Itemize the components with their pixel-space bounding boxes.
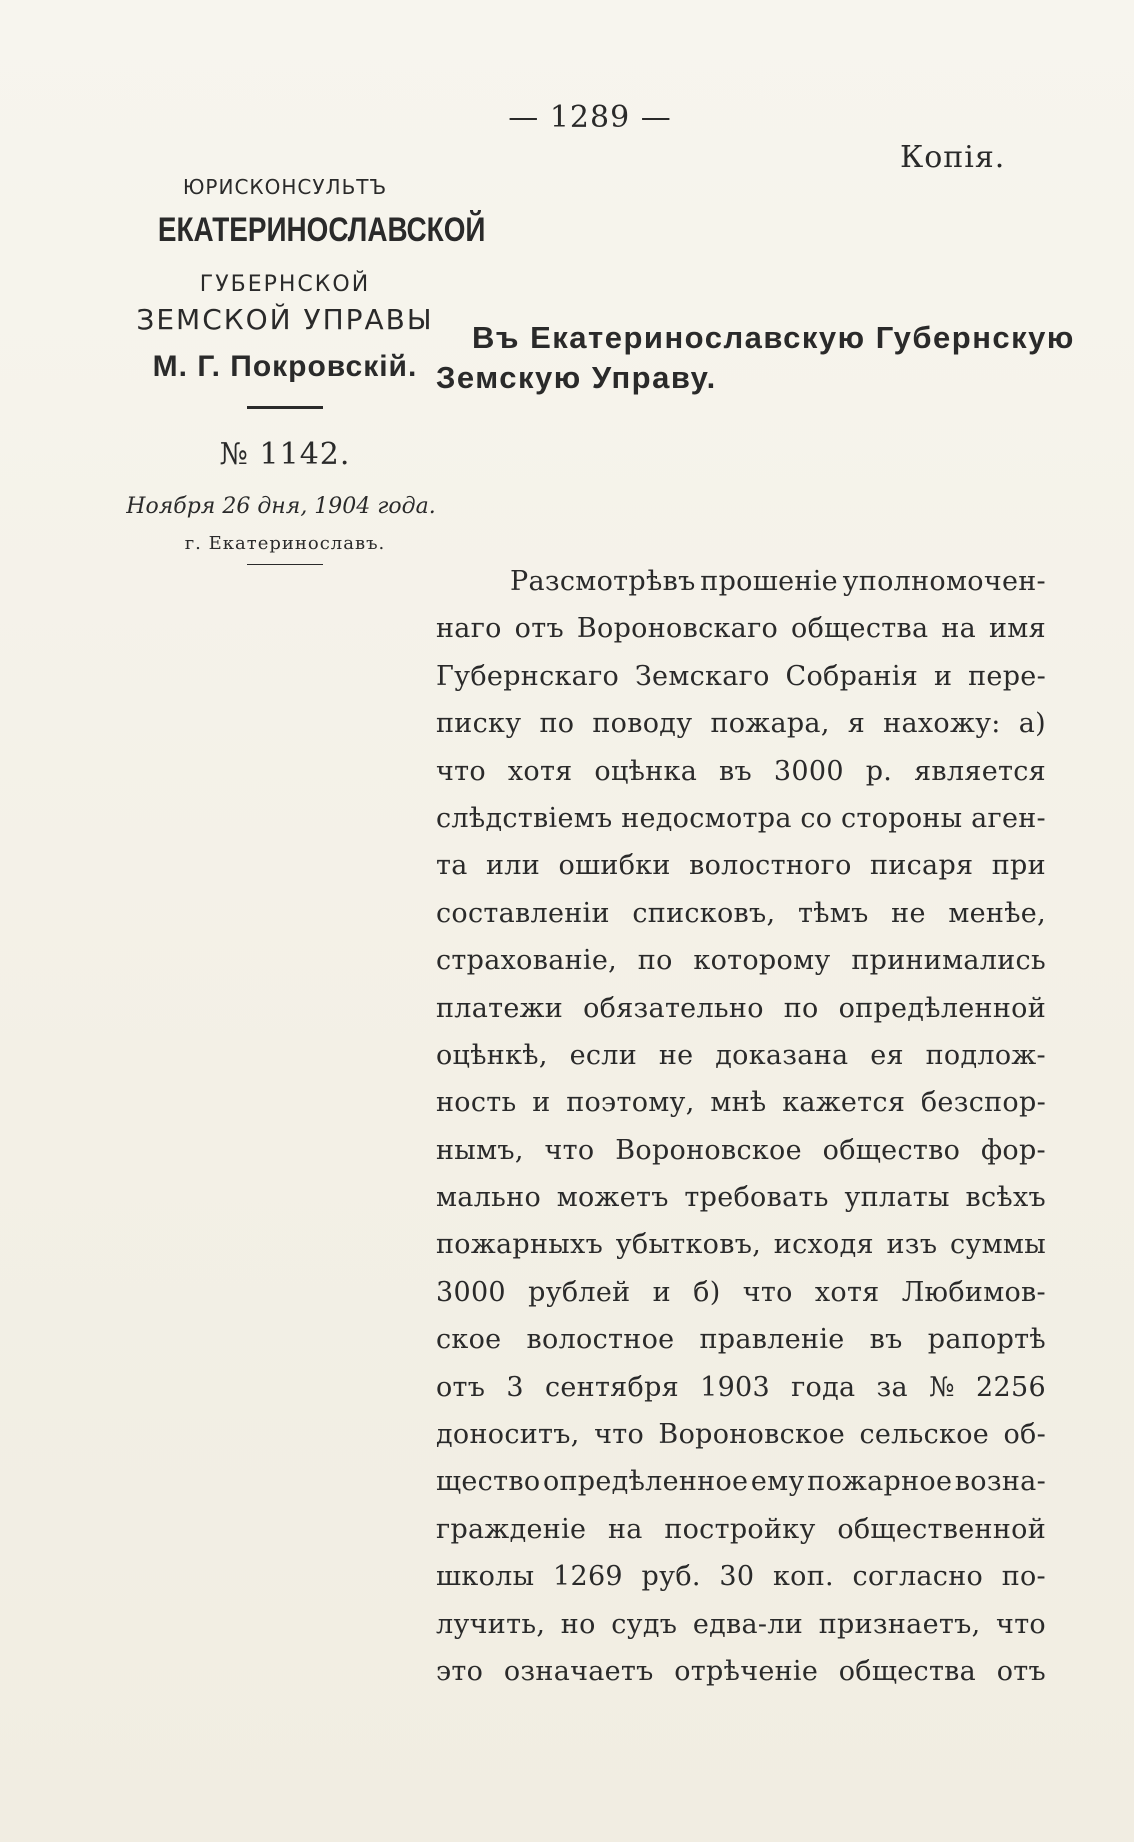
body-line: 3000 рублей и б) что хотя Любимов- bbox=[436, 1276, 1046, 1308]
body-line: пожарныхъ убытковъ, исходя изъ суммы bbox=[436, 1229, 1046, 1261]
addressee-line: Въ Екатеринославскую Губернскую bbox=[472, 320, 1075, 355]
sender-organization: ЕКАТЕРИНОСЛАВСКОЙ bbox=[157, 211, 486, 249]
body-line: Губернскаго Земскаго Собранія и пере- bbox=[436, 660, 1046, 692]
body-line: страхованіе, по которому принимались bbox=[436, 945, 1046, 977]
body-line: это означаетъ отрѣченіе общества отъ bbox=[436, 1655, 1046, 1687]
body-line: ское волостное правленіе въ рапортѣ bbox=[436, 1324, 1046, 1356]
divider bbox=[247, 406, 323, 409]
body-line: что хотя оцѣнка въ 3000 р. является bbox=[436, 755, 1046, 787]
addressee-line: Земскую Управу. bbox=[436, 360, 717, 395]
body-line: Разсмотрѣвъ прошеніе уполномочен- bbox=[510, 566, 1046, 597]
body-line: нымъ, что Вороновское общество фор- bbox=[436, 1134, 1046, 1166]
body-line: слѣдствіемъ недосмотра со стороны аген- bbox=[436, 802, 1046, 834]
sender-block bbox=[126, 175, 486, 565]
letter-body bbox=[436, 558, 1046, 1695]
document-date: Ноября 26 дня, 1904 года. bbox=[126, 494, 436, 519]
body-line: та или ошибки волостного писаря при bbox=[436, 850, 1046, 882]
body-line: ность и поэтому, мнѣ кажется безспор- bbox=[436, 1087, 1046, 1119]
body-line: наго отъ Вороновскаго общества на имя bbox=[436, 613, 1046, 645]
body-line: отъ 3 сентября 1903 года за № 2256 bbox=[436, 1371, 1046, 1403]
body-line: доноситъ, что Вороновское сельское об- bbox=[436, 1419, 1046, 1451]
body-line: лучить, но судъ едва-ли признаетъ, что bbox=[436, 1608, 1046, 1640]
body-line: школы 1269 руб. 30 коп. согласно по- bbox=[436, 1561, 1046, 1593]
document-city: г. Екатеринославъ. bbox=[184, 533, 386, 554]
document-number: № 1142. bbox=[219, 437, 351, 472]
body-line: писку по поводу пожара, я нахожу: а) bbox=[436, 708, 1046, 740]
sender-organization-line4: ЗЕМСКОЙ УПРАВЫ bbox=[136, 303, 434, 336]
divider-small bbox=[247, 564, 323, 565]
body-line: составленіи списковъ, тѣмъ не менѣе, bbox=[436, 897, 1046, 929]
sender-name: М. Г. Покровскій. bbox=[152, 350, 418, 383]
sender-organization-line3: ГУБЕРНСКОЙ bbox=[199, 272, 371, 297]
body-line: платежи обязательно по опредѣленной bbox=[436, 992, 1046, 1024]
body-line: щество опредѣленное ему пожарное возна- bbox=[436, 1466, 1046, 1498]
page-number: — 1289 — bbox=[508, 100, 672, 135]
addressee bbox=[436, 318, 1075, 398]
body-line: оцѣнкѣ, если не доказана ея подлож- bbox=[436, 1039, 1046, 1071]
copy-label: Копія. bbox=[900, 140, 1006, 175]
body-line: мально можетъ требовать уплаты всѣхъ bbox=[436, 1182, 1046, 1214]
body-line: гражденіе на постройку общественной bbox=[436, 1513, 1046, 1545]
sender-title: ЮРИСКОНСУЛЬТЪ bbox=[182, 175, 388, 199]
